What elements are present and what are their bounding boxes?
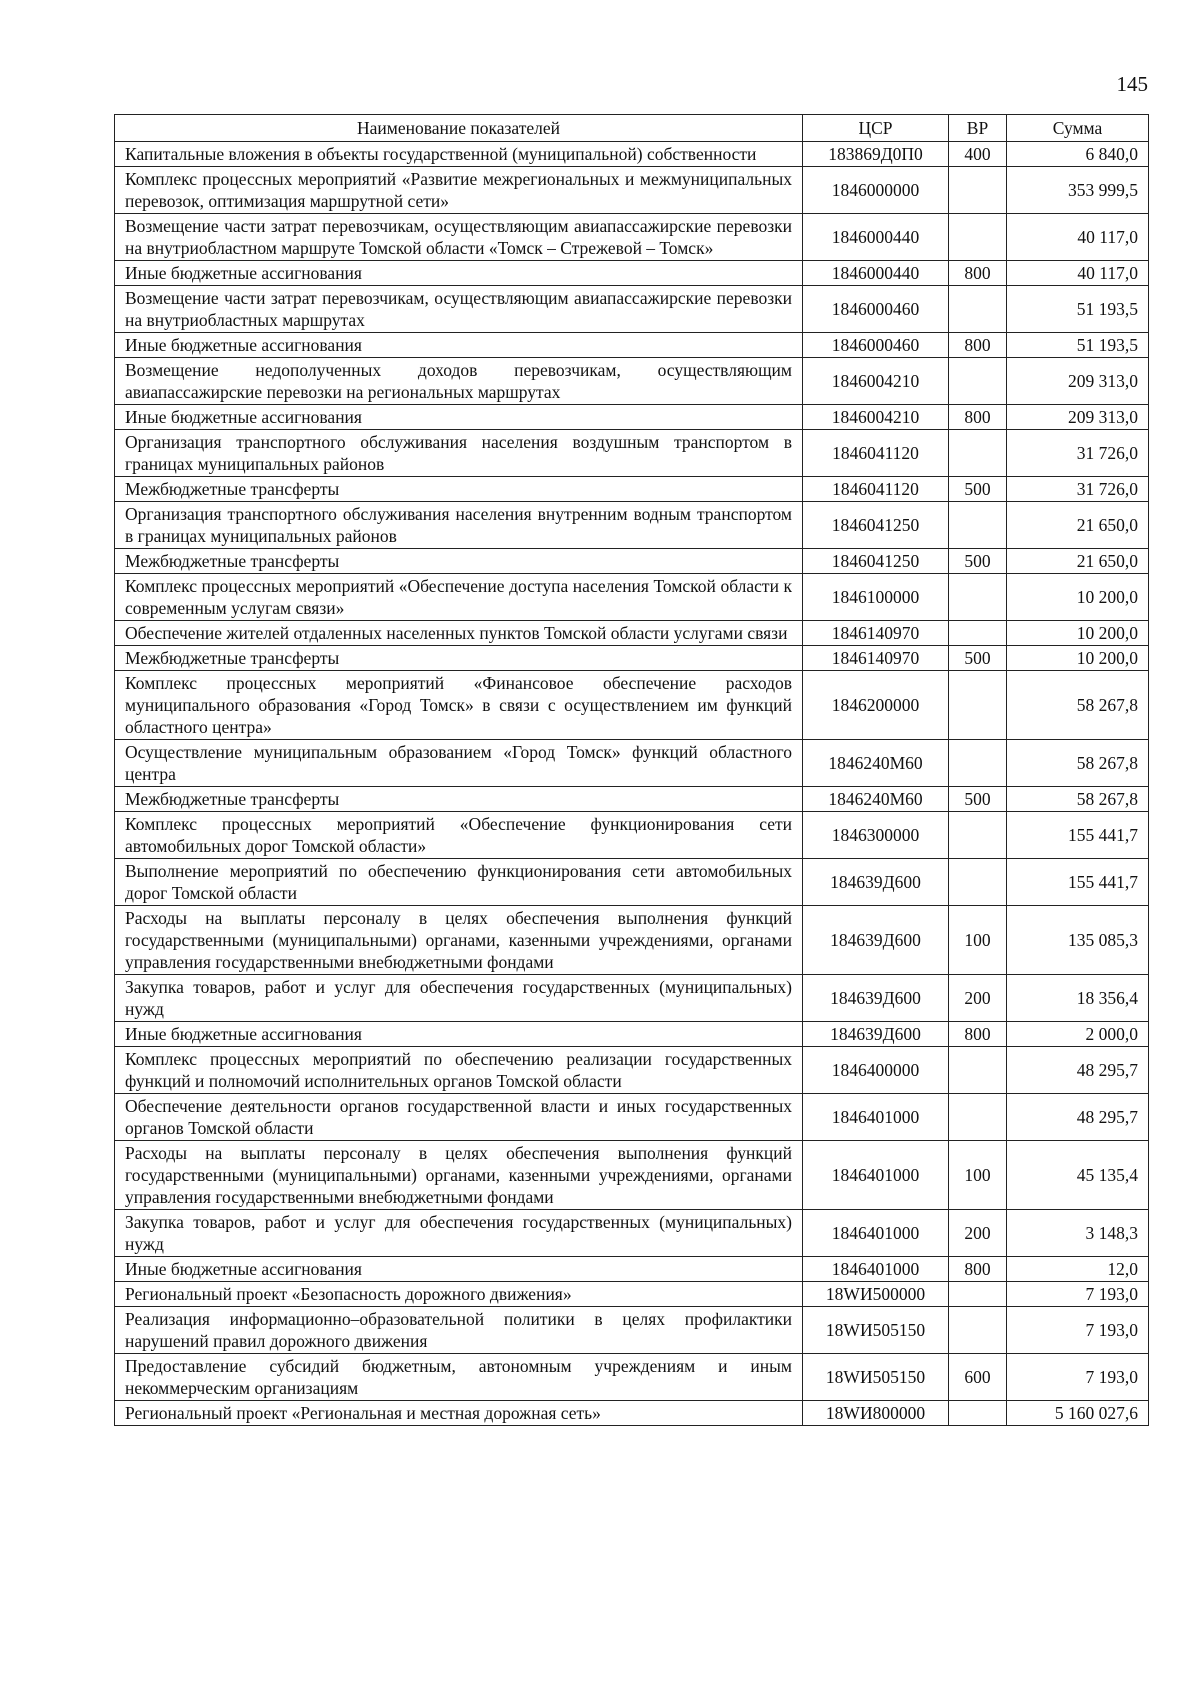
- cell-csr: 1846000460: [803, 286, 949, 333]
- cell-vr: 500: [949, 477, 1007, 502]
- cell-sum: 58 267,8: [1007, 787, 1149, 812]
- cell-sum: 12,0: [1007, 1257, 1149, 1282]
- cell-csr: 184639Д600: [803, 1022, 949, 1047]
- table-row: [115, 286, 1149, 333]
- cell-sum: 48 295,7: [1007, 1094, 1149, 1141]
- table-row: [115, 333, 1149, 358]
- cell-vr: 400: [949, 142, 1007, 167]
- cell-csr: 1846000460: [803, 333, 949, 358]
- cell-name: Закупка товаров, работ и услуг для обеспечения государственных (муниципальных) нужд: [115, 975, 803, 1022]
- table-row: [115, 430, 1149, 477]
- cell-sum: 155 441,7: [1007, 812, 1149, 859]
- cell-name: Возмещение части затрат перевозчикам, осуществляющим авиапассажирские перевозки на внутриобластном маршруте Томской области «Томск – Стрежевой – Томск»: [115, 214, 803, 261]
- table-row: [115, 621, 1149, 646]
- cell-name: Региональный проект «Безопасность дорожного движения»: [115, 1282, 803, 1307]
- table-row: [115, 1307, 1149, 1354]
- cell-name: Межбюджетные трансферты: [115, 646, 803, 671]
- cell-vr: 100: [949, 906, 1007, 975]
- table-header-row: [115, 115, 1149, 142]
- cell-vr: 800: [949, 1257, 1007, 1282]
- cell-name: Осуществление муниципальным образованием «Город Томск» функций областного центра: [115, 740, 803, 787]
- cell-name: Организация транспортного обслуживания населения внутренним водным транспортом в границах муниципальных районов: [115, 502, 803, 549]
- cell-vr: 200: [949, 1210, 1007, 1257]
- cell-vr: [949, 358, 1007, 405]
- cell-sum: 7 193,0: [1007, 1282, 1149, 1307]
- cell-sum: 58 267,8: [1007, 671, 1149, 740]
- cell-csr: 1846000440: [803, 261, 949, 286]
- cell-sum: 155 441,7: [1007, 859, 1149, 906]
- table-row: [115, 405, 1149, 430]
- cell-name: Комплекс процессных мероприятий «Обеспечение доступа населения Томской области к современным услугам связи»: [115, 574, 803, 621]
- table-row: [115, 261, 1149, 286]
- cell-name: Организация транспортного обслуживания населения воздушным транспортом в границах муниципальных районов: [115, 430, 803, 477]
- table-row: [115, 787, 1149, 812]
- cell-vr: [949, 740, 1007, 787]
- cell-name: Предоставление субсидий бюджетным, автономным учреждениям и иным некоммерческим организациям: [115, 1354, 803, 1401]
- cell-name: Иные бюджетные ассигнования: [115, 333, 803, 358]
- cell-vr: 100: [949, 1141, 1007, 1210]
- cell-csr: 1846401000: [803, 1141, 949, 1210]
- table-row: [115, 549, 1149, 574]
- cell-sum: 7 193,0: [1007, 1354, 1149, 1401]
- cell-vr: [949, 1401, 1007, 1426]
- cell-sum: 10 200,0: [1007, 574, 1149, 621]
- cell-csr: 1846000000: [803, 167, 949, 214]
- table-row: [115, 646, 1149, 671]
- cell-vr: [949, 1282, 1007, 1307]
- cell-vr: [949, 502, 1007, 549]
- header-vr: ВР: [949, 115, 1007, 142]
- cell-csr: 1846240М60: [803, 740, 949, 787]
- cell-sum: 51 193,5: [1007, 286, 1149, 333]
- cell-vr: [949, 621, 1007, 646]
- cell-csr: 1846140970: [803, 646, 949, 671]
- cell-sum: 6 840,0: [1007, 142, 1149, 167]
- header-sum: Сумма: [1007, 115, 1149, 142]
- cell-vr: 800: [949, 261, 1007, 286]
- cell-name: Комплекс процессных мероприятий «Развитие межрегиональных и межмуниципальных перевозок, оптимизация маршрутной сети»: [115, 167, 803, 214]
- cell-vr: 200: [949, 975, 1007, 1022]
- cell-name: Иные бюджетные ассигнования: [115, 261, 803, 286]
- cell-csr: 1846240М60: [803, 787, 949, 812]
- table-row: [115, 671, 1149, 740]
- cell-name: Возмещение части затрат перевозчикам, осуществляющим авиапассажирские перевозки на внутриобластных маршрутах: [115, 286, 803, 333]
- cell-csr: 18WИ800000: [803, 1401, 949, 1426]
- cell-name: Межбюджетные трансферты: [115, 787, 803, 812]
- cell-vr: [949, 812, 1007, 859]
- cell-name: Иные бюджетные ассигнования: [115, 405, 803, 430]
- cell-csr: 1846041120: [803, 477, 949, 502]
- table-body: [115, 142, 1149, 1426]
- cell-sum: 10 200,0: [1007, 621, 1149, 646]
- table-row: [115, 1257, 1149, 1282]
- cell-csr: 1846004210: [803, 358, 949, 405]
- cell-vr: [949, 430, 1007, 477]
- cell-csr: 18WИ500000: [803, 1282, 949, 1307]
- cell-csr: 1846400000: [803, 1047, 949, 1094]
- cell-sum: 31 726,0: [1007, 477, 1149, 502]
- cell-csr: 1846041250: [803, 502, 949, 549]
- table-row: [115, 167, 1149, 214]
- cell-csr: 1846200000: [803, 671, 949, 740]
- table-row: [115, 574, 1149, 621]
- cell-csr: 18WИ505150: [803, 1354, 949, 1401]
- table-row: [115, 812, 1149, 859]
- cell-name: Закупка товаров, работ и услуг для обеспечения государственных (муниципальных) нужд: [115, 1210, 803, 1257]
- cell-sum: 18 356,4: [1007, 975, 1149, 1022]
- cell-name: Обеспечение деятельности органов государственной власти и иных государственных органов Томской области: [115, 1094, 803, 1141]
- table-row: [115, 1141, 1149, 1210]
- cell-name: Межбюджетные трансферты: [115, 549, 803, 574]
- table-row: [115, 214, 1149, 261]
- cell-csr: 18WИ505150: [803, 1307, 949, 1354]
- cell-sum: 2 000,0: [1007, 1022, 1149, 1047]
- table-row: [115, 1094, 1149, 1141]
- cell-sum: 5 160 027,6: [1007, 1401, 1149, 1426]
- table-row: [115, 1401, 1149, 1426]
- cell-csr: 1846041120: [803, 430, 949, 477]
- table-row: [115, 1282, 1149, 1307]
- cell-vr: 800: [949, 405, 1007, 430]
- cell-vr: [949, 1307, 1007, 1354]
- cell-csr: 1846401000: [803, 1257, 949, 1282]
- cell-name: Комплекс процессных мероприятий «Обеспечение функционирования сети автомобильных дорог Томской области»: [115, 812, 803, 859]
- cell-name: Межбюджетные трансферты: [115, 477, 803, 502]
- table-row: [115, 1022, 1149, 1047]
- budget-table: [114, 114, 1149, 1426]
- cell-name: Расходы на выплаты персоналу в целях обеспечения выполнения функций государственными (муниципальными) органами, казенными учреждениями, органами управления государственными внебюджетными фондами: [115, 906, 803, 975]
- cell-vr: 500: [949, 646, 1007, 671]
- cell-vr: 500: [949, 787, 1007, 812]
- cell-sum: 209 313,0: [1007, 358, 1149, 405]
- cell-csr: 1846041250: [803, 549, 949, 574]
- cell-vr: [949, 286, 1007, 333]
- table-row: [115, 975, 1149, 1022]
- table-row: [115, 1354, 1149, 1401]
- cell-csr: 1846004210: [803, 405, 949, 430]
- cell-sum: 21 650,0: [1007, 502, 1149, 549]
- cell-csr: 184639Д600: [803, 859, 949, 906]
- cell-sum: 353 999,5: [1007, 167, 1149, 214]
- cell-vr: [949, 1094, 1007, 1141]
- cell-csr: 1846401000: [803, 1210, 949, 1257]
- cell-vr: 800: [949, 333, 1007, 358]
- table-row: [115, 906, 1149, 975]
- table-row: [115, 477, 1149, 502]
- cell-sum: 40 117,0: [1007, 214, 1149, 261]
- cell-sum: 31 726,0: [1007, 430, 1149, 477]
- cell-sum: 3 148,3: [1007, 1210, 1149, 1257]
- page-number: 145: [1116, 72, 1148, 96]
- table-row: [115, 859, 1149, 906]
- cell-name: Реализация информационно–образовательной политики в целях профилактики нарушений правил дорожного движения: [115, 1307, 803, 1354]
- table-row: [115, 740, 1149, 787]
- table-row: [115, 1047, 1149, 1094]
- cell-name: Региональный проект «Региональная и местная дорожная сеть»: [115, 1401, 803, 1426]
- cell-csr: 183869Д0П0: [803, 142, 949, 167]
- cell-vr: [949, 859, 1007, 906]
- cell-sum: 58 267,8: [1007, 740, 1149, 787]
- cell-sum: 40 117,0: [1007, 261, 1149, 286]
- cell-sum: 48 295,7: [1007, 1047, 1149, 1094]
- cell-sum: 209 313,0: [1007, 405, 1149, 430]
- cell-vr: [949, 574, 1007, 621]
- cell-name: Обеспечение жителей отдаленных населенных пунктов Томской области услугами связи: [115, 621, 803, 646]
- table-row: [115, 502, 1149, 549]
- table-row: [115, 358, 1149, 405]
- cell-vr: [949, 167, 1007, 214]
- cell-name: Иные бюджетные ассигнования: [115, 1257, 803, 1282]
- cell-vr: 800: [949, 1022, 1007, 1047]
- cell-name: Возмещение недополученных доходов перевозчикам, осуществляющим авиапассажирские перевозки на региональных маршрутах: [115, 358, 803, 405]
- cell-csr: 1846000440: [803, 214, 949, 261]
- cell-name: Расходы на выплаты персоналу в целях обеспечения выполнения функций государственными (муниципальными) органами, казенными учреждениями, органами управления государственными внебюджетными фондами: [115, 1141, 803, 1210]
- cell-vr: 600: [949, 1354, 1007, 1401]
- cell-sum: 51 193,5: [1007, 333, 1149, 358]
- cell-csr: 1846300000: [803, 812, 949, 859]
- cell-csr: 1846100000: [803, 574, 949, 621]
- cell-name: Выполнение мероприятий по обеспечению функционирования сети автомобильных дорог Томской области: [115, 859, 803, 906]
- table-row: [115, 142, 1149, 167]
- cell-sum: 21 650,0: [1007, 549, 1149, 574]
- cell-csr: 1846140970: [803, 621, 949, 646]
- cell-name: Комплекс процессных мероприятий «Финансовое обеспечение расходов муниципального образования «Город Томск» в связи с осуществлением им функций областного центра»: [115, 671, 803, 740]
- header-name: Наименование показателей: [115, 115, 803, 142]
- cell-sum: 45 135,4: [1007, 1141, 1149, 1210]
- cell-csr: 184639Д600: [803, 906, 949, 975]
- cell-name: Иные бюджетные ассигнования: [115, 1022, 803, 1047]
- cell-csr: 1846401000: [803, 1094, 949, 1141]
- cell-vr: [949, 214, 1007, 261]
- cell-vr: [949, 671, 1007, 740]
- cell-sum: 7 193,0: [1007, 1307, 1149, 1354]
- header-csr: ЦСР: [803, 115, 949, 142]
- cell-vr: 500: [949, 549, 1007, 574]
- cell-sum: 10 200,0: [1007, 646, 1149, 671]
- cell-name: Комплекс процессных мероприятий по обеспечению реализации государственных функций и полномочий исполнительных органов Томской области: [115, 1047, 803, 1094]
- cell-sum: 135 085,3: [1007, 906, 1149, 975]
- cell-name: Капитальные вложения в объекты государственной (муниципальной) собственности: [115, 142, 803, 167]
- cell-csr: 184639Д600: [803, 975, 949, 1022]
- cell-vr: [949, 1047, 1007, 1094]
- table-row: [115, 1210, 1149, 1257]
